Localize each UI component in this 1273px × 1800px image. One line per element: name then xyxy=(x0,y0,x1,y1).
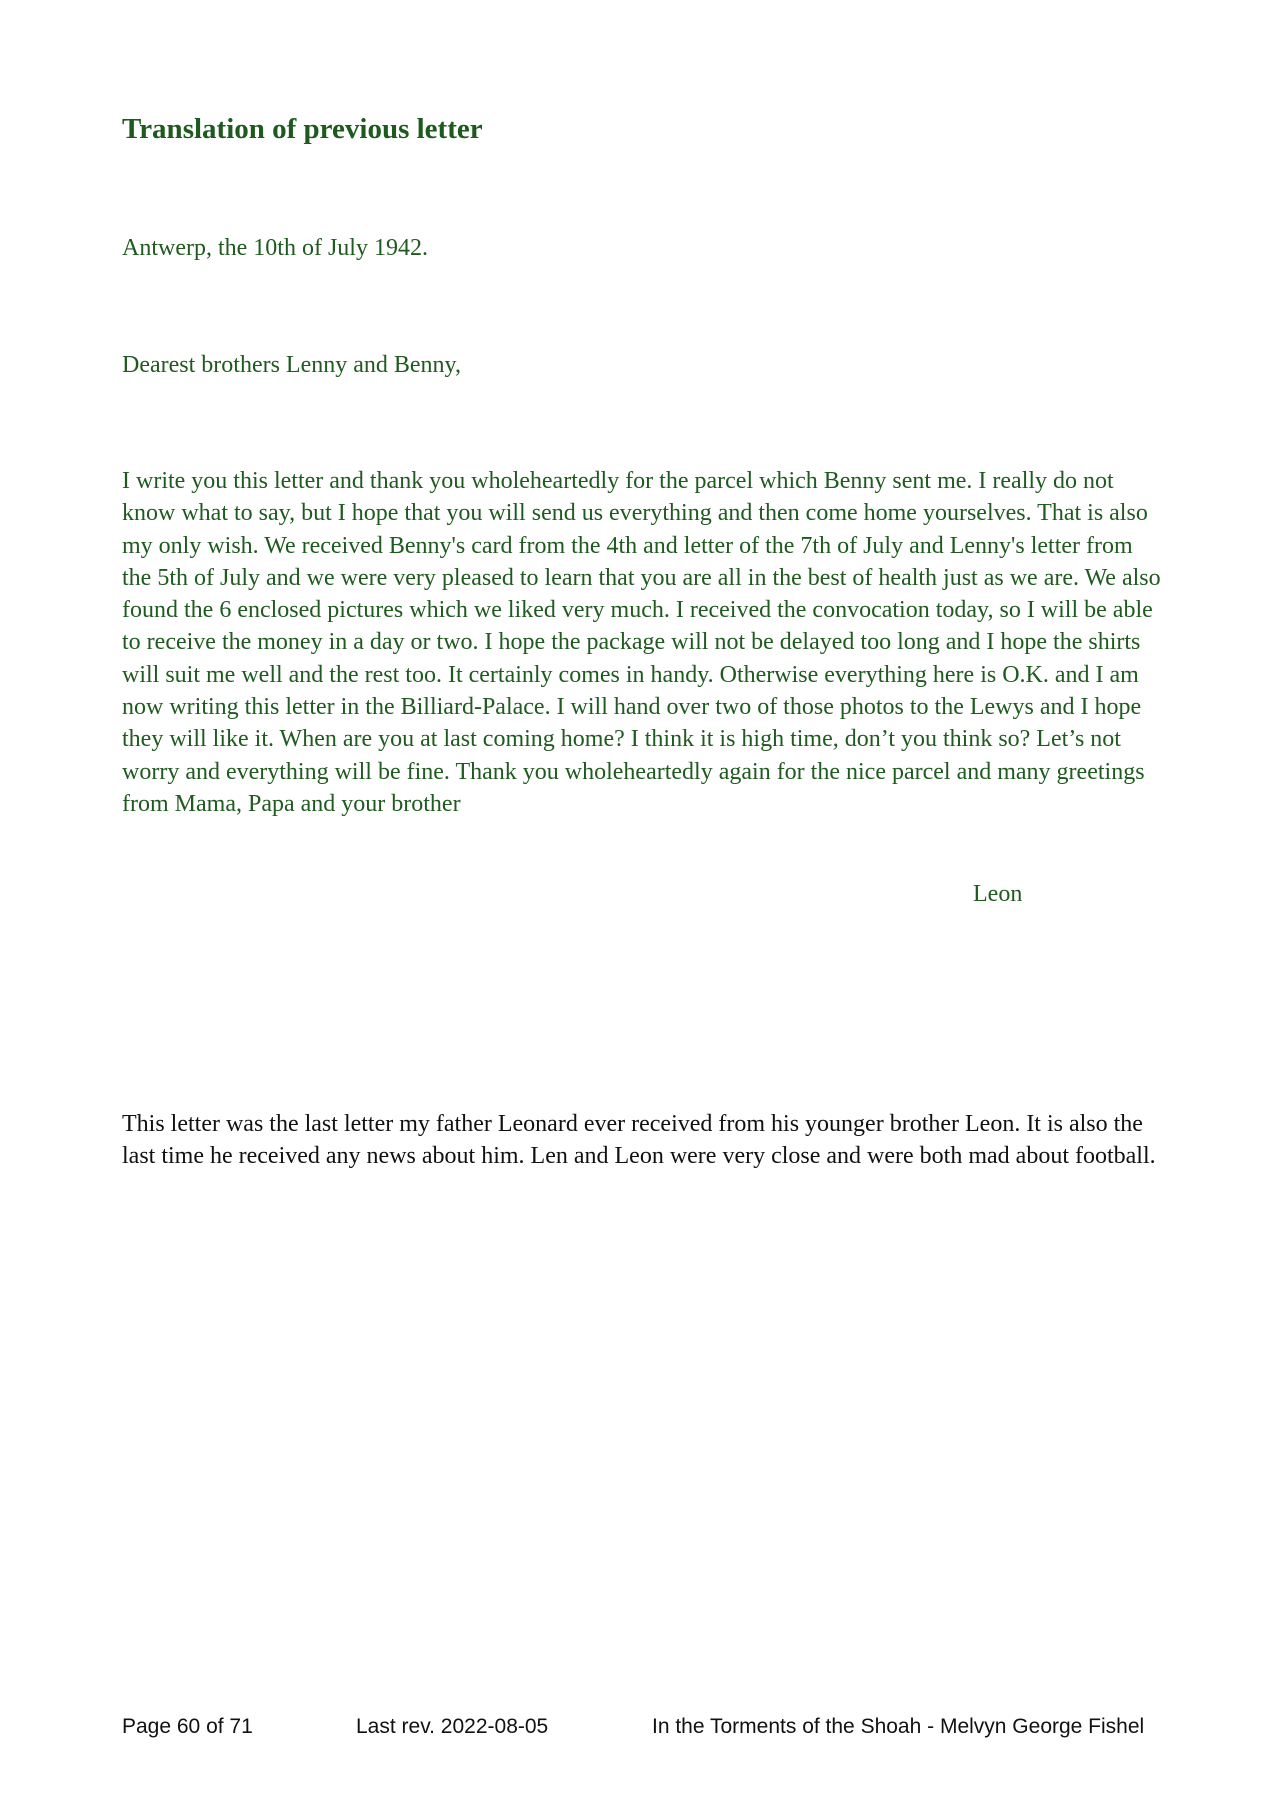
letter-date-line: Antwerp, the 10th of July 1942. xyxy=(122,235,428,261)
letter-signature: Leon xyxy=(973,881,1023,907)
footer-page-number: Page 60 of 71 xyxy=(122,1715,253,1738)
footer-book-title: In the Torments of the Shoah - Melvyn George Fishel xyxy=(652,1715,1145,1738)
author-note: This letter was the last letter my father Leonard ever received from his younger brother Leon. It is also the last time he received any news about him. Len and Leon were very close and were both mad about football. xyxy=(122,1111,1156,1170)
letter-body: I write you this letter and thank you wholeheartedly for the parcel which Benny sent me. I really do not know what to say, but I hope that you will send us everything and then come home yourselves. That is also my only wish. We received Benny's card from the 4th and letter of the 7th of July and Lenny's letter from the 5th of July and we were very pleased to learn that you are all in the best of health just as we are. We also found the 6 enclosed pictures which we liked very much. I received the convocation today, so I will be able to receive the money in a day or two. I hope the package will not be delayed too long and I hope the shirts will suit me well and the rest too. It certainly comes in handy. Otherwise everything here is O.K. and I am now writing this letter in the Billiard-Palace. I will hand over two of those photos to the Lewys and I hope they will like it. When are you at last coming home? I think it is high time, don’t you think so? Let’s not worry and everything will be fine. Thank you wholeheartedly again for the nice parcel and many greetings from Mama, Papa and your brother xyxy=(122,468,1161,817)
letter-salutation: Dearest brothers Lenny and Benny, xyxy=(122,352,461,378)
page-heading: Translation of previous letter xyxy=(122,113,483,145)
footer-revision-date: Last rev. 2022-08-05 xyxy=(356,1715,549,1738)
